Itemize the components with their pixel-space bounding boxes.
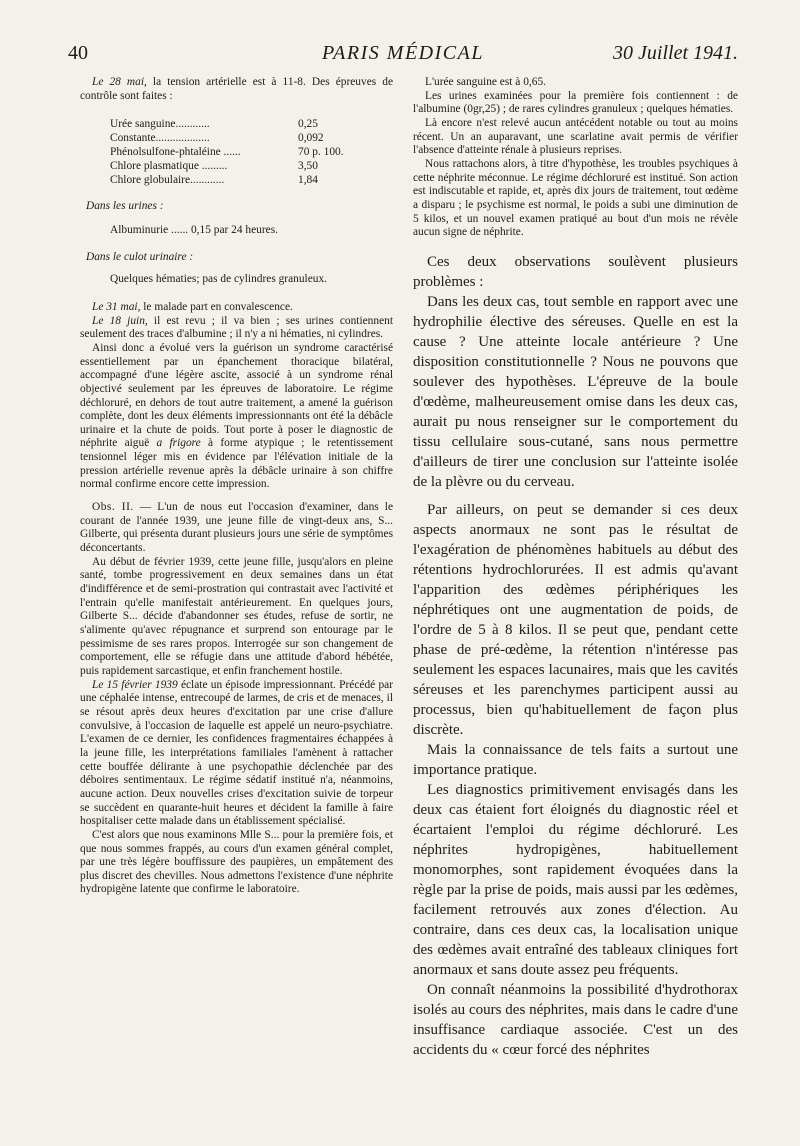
paragraph: Dans les deux cas, tout semble en rapport avec une hydrophilie élective des séreuses. Quelle en est la cause ? Une atteinte locale antérieure ? Une disposition constitutionnelle ? Nous ne pouvons que soulever des hypothèses. L'épreuve de la boule d'œdème, malheureusement omise dans les deux cas, aurait pu nous renseigner sur le comportement du tissu cellulaire sous-cutané, sans nous permettre d'ailleurs de tirer une conclusion sur l'atteinte isolée de la plèvre ou du cerveau. — [413, 293, 738, 490]
culot-label: Dans le culot urinaire : — [86, 250, 194, 263]
culot-text: Quelques hématies; pas de cylindres granuleux. — [110, 273, 327, 286]
discussion — [413, 252, 738, 1060]
lab-results-table — [110, 118, 393, 187]
paragraph: Mais la connaissance de tels faits a surtout une importance pratique. — [413, 741, 738, 778]
urines-label: Dans les urines : — [86, 200, 164, 213]
left-column — [80, 76, 393, 897]
lab-row: Chlore plasmatique ......... 3,50 — [110, 159, 318, 172]
page-header — [68, 42, 738, 70]
lab-row: Constante................... 0,092 — [110, 132, 324, 145]
journal-title: PARIS MÉDICAL — [322, 42, 484, 64]
paragraph: Par ailleurs, on peut se demander si ces deux aspects anormaux ne sont pas le résultat de l'exagération de phénomènes habituels au début des rétentions hydrochlorurées. Il est admis qu'avant l'apparition des œdèmes périphériques les néphrétiques ont une augmentation de poids, de l'ordre de 5 à 8 kilos. Il se peut que, pendant cette phase de pré-œdème, la rétention n'intéresse pas seulement les espaces lacunaires, mais que les cavités séreuses et les parenchymes participent aussi au processus, bien qu'habituellement de façon plus discrète. — [413, 501, 738, 738]
lab-row: Chlore globulaire............ 1,84 — [110, 173, 318, 186]
right-column — [413, 76, 738, 1060]
albuminurie-line: Albuminurie ...... 0,15 par 24 heures. — [110, 223, 278, 236]
paragraph: Nous rattachons alors, à titre d'hypothèse, les troubles psychiques à cette néphrite méconnue. Le régime déchloruré est institué. Son action est indiscutable et rapide, et, après dix jours de traitement, tout œdème a disparu ; le psychisme est normal, le poids a subi une diminution de 5 kilos, et un nouvel examen pratiqué au bout d'un mois ne révèle aucun signe de néphrite. — [413, 157, 738, 239]
lab-row: Phénolsulfone-phtaléine ...... 70 p. 100. — [110, 145, 344, 158]
intro-paragraph: Le 28 mai, la tension artérielle est à 11-8. Des épreuves de contrôle sont faites : — [80, 76, 393, 102]
lab-row: Urée sanguine............ 0,25 — [110, 118, 318, 131]
paragraph: Là encore n'est relevé aucun antécédent notable ou tout au moins récent. Un an auparavant, une scarlatine avait permis de vérifier l'absence d'atteinte rénale à plusieurs reprises. — [413, 116, 738, 157]
paragraph: Le 31 mai, le malade part en convalescence. — [92, 300, 293, 313]
paragraph: C'est alors que nous examinons Mlle S... pour la première fois, et que nous sommes frappés, au cours d'un examen général complet, par une très légère bouffissure des paupières, un empâtement des plus discret des chevilles. Nous admettons l'existence d'une néphrite hydropigène latente que confirme le laboratoire. — [80, 828, 393, 896]
paragraph: Les urines examinées pour la première fois contiennent : de l'albumine (0gr,25) ; de rares cylindres granuleux ; quelques hématies. — [413, 89, 738, 116]
page-number: 40 — [68, 42, 88, 64]
paragraph: Ces deux observations soulèvent plusieurs problèmes : — [413, 253, 738, 290]
paragraph: Les diagnostics primitivement envisagés dans les deux cas étaient fort éloignés du diagnostic réel et écartaient l'emploi du régime déchloruré. Les néphrites hydropigènes, habituellement monomorphes, sont rapidement évoquées dans la règle par la prise de poids, mais aussi par les œdèmes, facilement retrouvés aux zones d'élection. Au contraire, dans ces deux cas, la localisation unique des œdèmes avait entraîné des tableaux cliniques fort anormaux et sans doute assez peu fréquents. — [413, 781, 738, 978]
paragraph: L'urée sanguine est à 0,65. — [425, 76, 546, 88]
paragraph: Le 15 février 1939 éclate un épisode impressionnant. Précédé par une céphalée intense, entrecoupé de larmes, de cris et de menaces, il se résout après deux heures d'excitation par une crise d'allure convulsive, à l'occasion de laquelle est appelé un neuro-psychiatre. L'examen de ce dernier, les confidences fragmentaires échappées à la jeune fille, les interprétations familiales l'amènent à rattacher cette bouffée délirante à une psychopathie déclenchée par des déboires sentimentaux. Le régime sédatif institué n'a, néanmoins, aucune action. Deux nouvelles crises d'excitation suivie de torpeur se succèdent en quarante-huit heures et décident la famille à faire hospitaliser cette malade dans un établissement spécialisé. — [80, 678, 393, 828]
observation-heading-paragraph: Obs. II. — L'un de nous eut l'occasion d'examiner, dans le courant de l'année 1939, une jeune fille de vingt-deux ans, S... Gilberte, qui présenta durant plusieurs jours une série de symptômes déconcertants. — [80, 501, 394, 555]
paragraph: Au début de février 1939, cette jeune fille, jusqu'alors en pleine santé, tombe progressivement en deux semaines dans un état d'indifférence et de semi-prostration qui contrastait avec l'activité et l'entrain qu'elle manifestait antérieurement. En quelques jours, Gilberte S... décide d'abandonner ses études, refuse de sortir, ne s'alimente qu'avec répugnance et surprend son entourage par le pessimisme de ses rares propos. Interrogée sur son changement de comportement, elle se réfugie dans une attitude d'abord hébétée, puis rapidement sarcastique, et enfin franchement hostile. — [80, 555, 393, 677]
paragraph: Le 18 juin, il est revu ; il va bien ; ses urines contiennent seulement des traces d'albumine ; il n'y a ni hématies, ni cylindres. — [80, 314, 393, 341]
observation-continuation — [413, 76, 738, 240]
paragraph: Ainsi donc a évolué vers la guérison un syndrome caractérisé essentiellement par un épanchement thoracique bilatéral, accompagné d'une légère ascite, associé à un syndrome rénal objectivé seulement par les épreuves de laboratoire. Le régime déchloruré, en dehors de tout autre traitement, a amené la guérison complète, dont les deux éléments impressionnants ont été la débâcle urinaire et la chute de poids. Tout porte à poser le diagnostic de néphrite aiguë a frigore à forme atypique ; le retentissement tensionnel léger mis en évidence par l'élévation initiale de la pression artérielle revenue après la débâcle urinaire à son chiffre normal confirme encore cette impression. — [80, 341, 393, 491]
paragraph: On connaît néanmoins la possibilité d'hydrothorax isolés au cours des néphrites, mais dans le cadre d'une insuffisance cardiaque associée. C'est un des accidents du « cœur forcé des néphrites — [413, 981, 738, 1058]
issue-date: 30 Juillet 1941. — [613, 42, 738, 64]
